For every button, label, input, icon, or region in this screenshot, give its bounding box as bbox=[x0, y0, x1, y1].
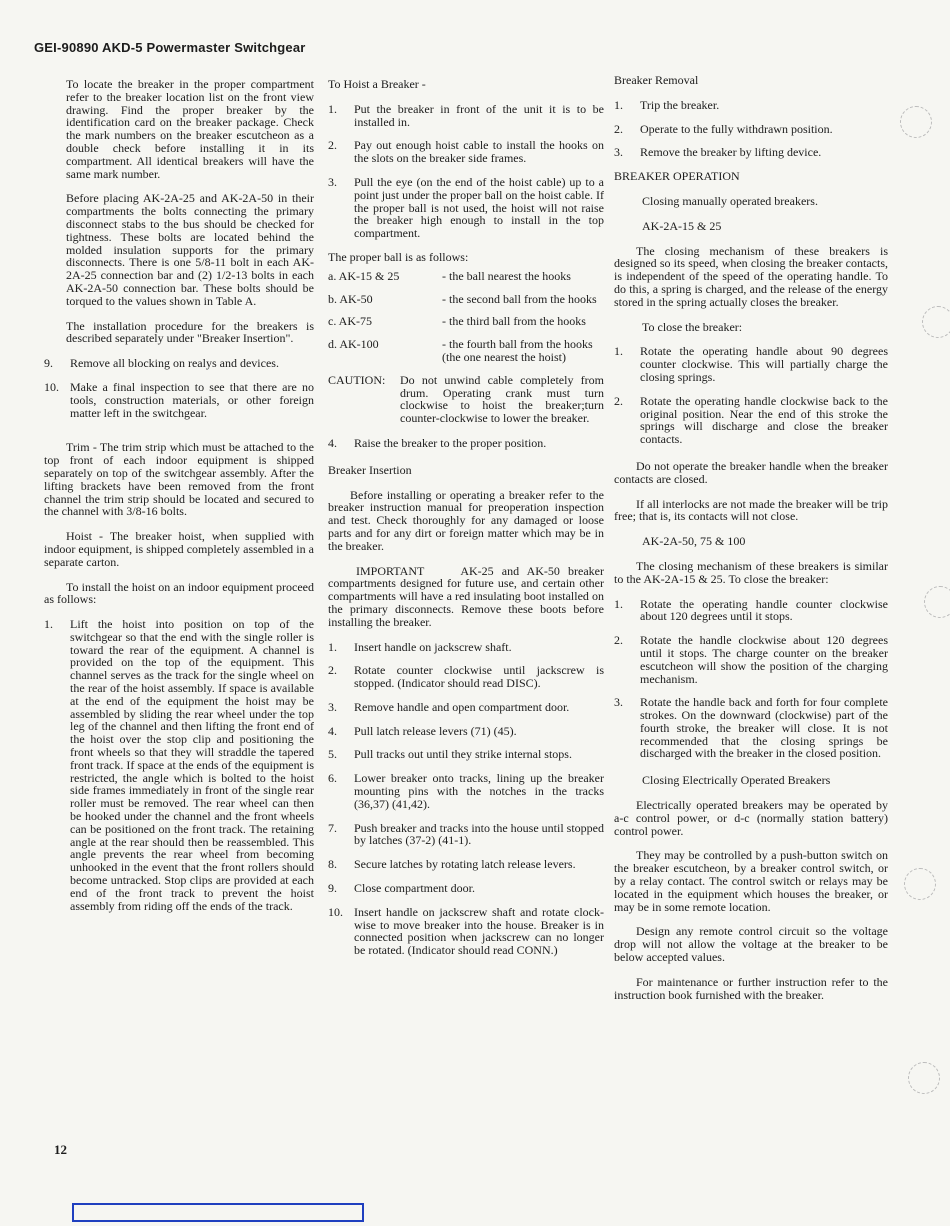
list-item: 6. Lower breaker onto tracks, lining up the breaker mounting pins with the notches in the tracks (36,37) (41,42). bbox=[328, 771, 604, 811]
list-item: 1. Insert handle on jackscrew shaft. bbox=[328, 639, 512, 654]
list-item: 4. Pull latch release levers (71) (45). bbox=[328, 723, 517, 738]
paragraph: The installation procedure for the breakers is described separately under "Breaker Insertion". bbox=[66, 318, 314, 346]
punch-hole bbox=[922, 306, 950, 338]
punch-hole bbox=[904, 868, 936, 900]
ball-row: a. AK-15 & 25 - the ball nearest the hooks bbox=[328, 268, 571, 283]
list-item: 2. Rotate the handle clockwise about 120 degrees until it stops. The charge counter on the breaker escutcheon will show the position of the charging mechanism. bbox=[614, 633, 888, 686]
section-heading: To Hoist a Breaker - bbox=[328, 77, 426, 91]
page-header: GEI-90890 AKD-5 Powermaster Switchgear bbox=[34, 40, 306, 55]
list-item: 9. Close compartment door. bbox=[328, 881, 475, 896]
paragraph: Hoist - The breaker hoist, when supplied with indoor equipment, is shipped completely assembled in a separate carton. bbox=[44, 529, 314, 569]
ball-row: b. AK-50 - the second ball from the hooks bbox=[328, 291, 597, 306]
caution-note: CAUTION: Do not unwind cable completely from drum. Operating crank must turn clockwise to hoist the breaker;turn counter-clockwise to lower the breaker. bbox=[328, 372, 604, 426]
paragraph: If all interlocks are not made the breaker will be trip free; that is, its contacts will not close. bbox=[614, 496, 888, 524]
punch-hole bbox=[900, 106, 932, 138]
list-item: 8. Secure latches by rotating latch release levers. bbox=[328, 857, 576, 872]
list-item: 1. Trip the breaker. bbox=[614, 97, 720, 112]
list-item: 7. Push breaker and tracks into the house until stopped by latches (37-2) (41-1). bbox=[328, 820, 604, 848]
column-3 bbox=[614, 74, 888, 1013]
paragraph: Before placing AK-2A-25 and AK-2A-50 in their compartments the bolts connecting the primary disconnect stabs to the bus should be checked for tightness. These bolts are located behind the molded insulation supports for the primary disconnects. There is one 5/8-11 bolt in each AK-2A-25 connection bar and (2) 1/2-13 bolts in each AK-2A-50 connection bar. These bolts should be torqued to the values shown in Table A. bbox=[66, 191, 314, 308]
section-heading: Closing Electrically Operated Breakers bbox=[642, 773, 831, 788]
ball-row: d. AK-100 - the fourth ball from the hooks (the one nearest the hoist) bbox=[328, 337, 593, 364]
list-item: 1. Put the breaker in front of the unit it is to be installed in. bbox=[328, 101, 604, 129]
punch-hole bbox=[908, 1062, 940, 1094]
list-item: 3. Remove handle and open compartment door. bbox=[328, 699, 570, 714]
paragraph: The proper ball is as follows: bbox=[328, 249, 469, 264]
paragraph: The closing mechanism of these breakers is similar to the AK-2A-15 & 25. To close the breaker: bbox=[614, 558, 888, 586]
important-note: IMPORTANT AK-25 and AK-50 breaker compartments designed for future use, and certain other compartments will have a red insulating boot installed on the primary disconnects. Remove these boots before installing the breaker. bbox=[328, 563, 604, 629]
paragraph: To close the breaker: bbox=[642, 319, 743, 334]
list-item: 3. Rotate the handle back and forth for four complete strokes. On the downward (clockwise) part of the fourth stroke, the breaker will close. It is not recommended that the closing springs be discharged with the breaker in the closed position. bbox=[614, 695, 888, 761]
section-heading: Breaker Insertion bbox=[328, 462, 412, 477]
list-item: 10. Make a final inspection to see that there are no tools, construction materials, or other foreign matter left in the switchgear. bbox=[44, 379, 314, 420]
list-item: 4. Raise the breaker to the proper position. bbox=[328, 435, 547, 450]
section-heading: Breaker Removal bbox=[614, 73, 699, 87]
paragraph: They may be controlled by a push-button switch on the breaker escutcheon, by a breaker control switch, or by a relay contact. The control switch or relays may be located in the equipment which houses the breaker, or may be in some remote location. bbox=[614, 848, 888, 914]
paragraph: For maintenance or further instruction refer to the instruction book furnished with the breaker. bbox=[614, 974, 888, 1002]
list-item: 1. Rotate the operating handle about 90 degrees counter clockwise. This will partially charge the closing springs. bbox=[614, 344, 888, 384]
section-heading: BREAKER OPERATION bbox=[614, 169, 740, 184]
list-item: 2. Pay out enough hoist cable to install the hooks on the slots on the breaker side frames. bbox=[328, 138, 604, 166]
paragraph: Trim - The trim strip which must be attached to the top front of each indoor equipment is shipped separately on top of the switchgear assembly. After the lifting brackets have been removed from the front channel the trim strip should be located and secured to the channel with 3/8-16 bolts. bbox=[44, 440, 314, 519]
column-1 bbox=[44, 78, 314, 923]
paragraph: To install the hoist on an indoor equipment proceed as follows: bbox=[44, 579, 314, 607]
paragraph: The closing mechanism of these breakers is designed so its speed, when closing the breaker contacts, is independent of the speed of the operating handle. To do this, a spring is charged, and the release of the energy stored in the spring actually closes the breaker. bbox=[614, 243, 888, 309]
paragraph: Before installing or operating a breaker refer to the breaker instruction manual for preoperation inspection and test. Check thoroughly for any damaged or loose parts and for any dirt or foreign matter which may be in the breaker. bbox=[328, 487, 604, 553]
list-item: 1. Rotate the operating handle counter clockwise about 120 degrees until it stops. bbox=[614, 596, 888, 624]
model-heading: AK-2A-50, 75 & 100 bbox=[642, 534, 746, 549]
sub-heading: Closing manually operated breakers. bbox=[642, 193, 818, 208]
paragraph: Electrically operated breakers may be operated by a-c control power, or d-c (normally station battery) control power. bbox=[614, 798, 888, 838]
paragraph: Design any remote control circuit so the voltage drop will not allow the voltage at the breaker to be below accepted values. bbox=[614, 924, 888, 965]
list-item: 9. Remove all blocking on realys and devices. bbox=[44, 356, 279, 371]
punch-hole bbox=[924, 586, 950, 618]
list-item: 2. Rotate counter clockwise until jackscrew is stopped. (Indicator should read DISC). bbox=[328, 663, 604, 691]
column-2 bbox=[328, 78, 604, 968]
ball-row: c. AK-75 - the third ball from the hooks bbox=[328, 314, 586, 329]
list-item: 3. Remove the breaker by lifting device. bbox=[614, 145, 822, 160]
list-item: 2. Rotate the operating handle clockwise back to the original position. Near the end of this stroke the springs will discharge and close the breaker contacts. bbox=[614, 393, 888, 447]
list-item: 1. Lift the hoist into position on top of the switchgear so that the end with the single roller is toward the rear of the equipment. A channel is provided on the top of the equipment. This channel serves as the track for the single wheel on the rear of the hoist assembly. If space is available at the end of the equipment the hoist may be assembled by sliding the rear wheel under the top leg of the channel and then lifting the front end of the hoist over the stop clip and positioning the front wheels so that they will straddle the tapered front track. If space at the ends of the equipment is restricted, the angle which is bolted to the hoist side frames immediately in front of the single rear roller must be removed. The rear wheel can then be hooked under the channel and the front wheels can be positioned on the front track. The retaining angle at the rear should then be reassembled. This angle prevents the rear wheel from becoming unhooked in the event that the front rollers should become untracked. Stop clips are provided at each end of the front track to prevent the hoist assembly from riding off the ends of the track. bbox=[44, 617, 314, 913]
list-item: 2. Operate to the fully withdrawn position. bbox=[614, 121, 833, 136]
link-box[interactable] bbox=[72, 1203, 364, 1222]
list-item: 5. Pull tracks out until they strike internal stops. bbox=[328, 747, 572, 762]
paragraph: To locate the breaker in the proper compartment refer to the breaker location list on the front view drawing. Find the proper breaker by the identification card on the breaker package. Check the mark numbers on the breaker escutcheon as a double check before installing it in its compartment. All identical breakers will have the same mark number. bbox=[66, 77, 314, 181]
model-heading: AK-2A-15 & 25 bbox=[642, 218, 722, 233]
page-number: 12 bbox=[54, 1142, 67, 1157]
list-item: 3. Pull the eye (on the end of the hoist cable) up to a point just under the proper ball on the hoist cable. If the proper ball is not used, the hoist will not raise the breaker high enough to install in the top compartment. bbox=[328, 174, 604, 241]
paragraph: Do not operate the breaker handle when the breaker contacts are closed. bbox=[614, 458, 888, 486]
list-item: 10. Insert handle on jackscrew shaft and rotate clock-wise to move breaker into the house. Breaker is in connected position when jackscrew can no longer be rotated. (Indicator should read CONN.) bbox=[328, 904, 604, 958]
